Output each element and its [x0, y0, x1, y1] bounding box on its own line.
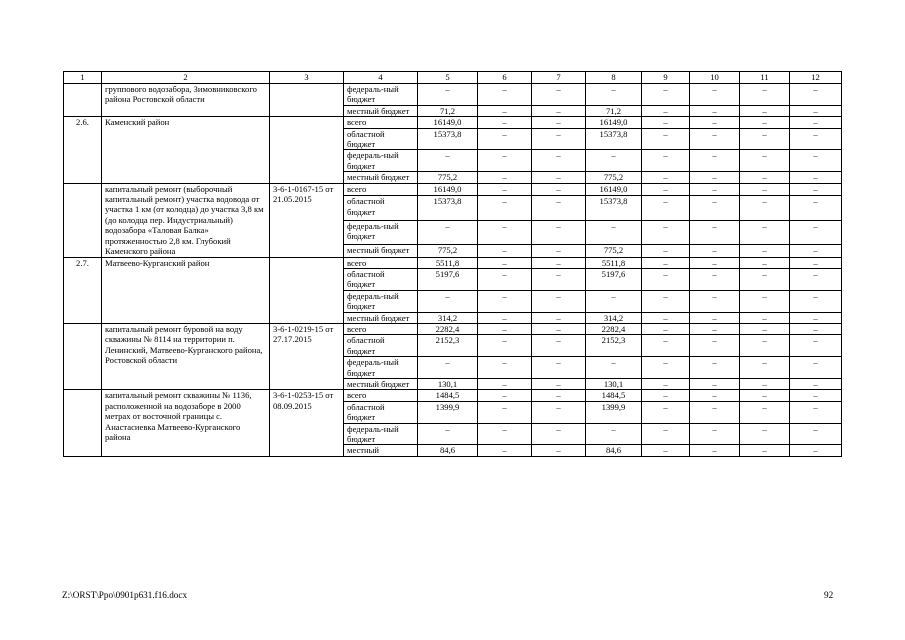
value-cell-col-10: – — [690, 390, 740, 401]
value-cell-col-11: – — [740, 268, 790, 290]
value-cell-col-5: 16149,0 — [418, 117, 478, 128]
funding-source-cell: областной бюджет — [344, 268, 418, 290]
column-header-11: 11 — [740, 72, 790, 84]
funding-source-cell: всего — [344, 183, 418, 196]
value-cell-col-5: 5511,8 — [418, 257, 478, 268]
table-row — [64, 183, 842, 196]
value-cell-col-8: 15373,8 — [586, 196, 642, 220]
value-cell-col-7: – — [532, 105, 586, 116]
value-cell-col-9: – — [642, 390, 690, 401]
value-cell-col-12: – — [790, 268, 842, 290]
value-cell-col-11: – — [740, 128, 790, 150]
value-cell-col-6: – — [478, 172, 532, 183]
value-cell-col-8: 314,2 — [586, 312, 642, 323]
value-cell-col-11: – — [740, 323, 790, 334]
value-cell-col-6: – — [478, 105, 532, 116]
value-cell-col-6: – — [478, 423, 532, 445]
value-cell-col-7: – — [532, 401, 586, 423]
funding-source-cell: всего — [344, 257, 418, 268]
table-row — [64, 257, 842, 268]
value-cell-col-7: – — [532, 445, 586, 456]
value-cell-col-7: – — [532, 244, 586, 257]
value-cell-col-6: – — [478, 117, 532, 128]
value-cell-col-9: – — [642, 84, 690, 106]
value-cell-col-7: – — [532, 390, 586, 401]
column-header-6: 6 — [478, 72, 532, 84]
value-cell-col-9: – — [642, 357, 690, 379]
value-cell-col-8: 16149,0 — [586, 117, 642, 128]
value-cell-col-6: – — [478, 290, 532, 312]
value-cell-col-12: – — [790, 196, 842, 220]
value-cell-col-10: – — [690, 423, 740, 445]
document-ref-cell — [270, 257, 344, 323]
value-cell-col-7: – — [532, 357, 586, 379]
value-cell-col-12: – — [790, 357, 842, 379]
value-cell-col-6: – — [478, 150, 532, 172]
value-cell-col-12: – — [790, 290, 842, 312]
value-cell-col-9: – — [642, 196, 690, 220]
value-cell-col-8: 775,2 — [586, 172, 642, 183]
value-cell-col-7: – — [532, 150, 586, 172]
value-cell-col-5: 130,1 — [418, 378, 478, 389]
value-cell-col-12: – — [790, 257, 842, 268]
value-cell-col-8: – — [586, 290, 642, 312]
value-cell-col-8: 5197,6 — [586, 268, 642, 290]
value-cell-col-11: – — [740, 244, 790, 257]
value-cell-col-5: 775,2 — [418, 244, 478, 257]
column-header-12: 12 — [790, 72, 842, 84]
value-cell-col-11: – — [740, 312, 790, 323]
funding-source-cell: федераль-ный бюджет — [344, 220, 418, 244]
row-number-cell — [64, 183, 102, 257]
value-cell-col-8: 16149,0 — [586, 183, 642, 196]
value-cell-col-12: – — [790, 128, 842, 150]
value-cell-col-11: – — [740, 105, 790, 116]
value-cell-col-6: – — [478, 244, 532, 257]
value-cell-col-10: – — [690, 323, 740, 334]
value-cell-col-12: – — [790, 378, 842, 389]
table-header-row — [64, 72, 842, 84]
value-cell-col-10: – — [690, 257, 740, 268]
value-cell-col-8: 2282,4 — [586, 323, 642, 334]
funding-source-cell: местный бюджет — [344, 378, 418, 389]
value-cell-col-9: – — [642, 257, 690, 268]
value-cell-col-10: – — [690, 196, 740, 220]
value-cell-col-5: 775,2 — [418, 172, 478, 183]
value-cell-col-6: – — [478, 445, 532, 456]
column-header-1: 1 — [64, 72, 102, 84]
value-cell-col-9: – — [642, 323, 690, 334]
value-cell-col-11: – — [740, 172, 790, 183]
value-cell-col-6: – — [478, 401, 532, 423]
value-cell-col-12: – — [790, 244, 842, 257]
value-cell-col-6: – — [478, 84, 532, 106]
value-cell-col-9: – — [642, 220, 690, 244]
description-cell: Каменский район — [102, 117, 270, 183]
value-cell-col-6: – — [478, 196, 532, 220]
value-cell-col-10: – — [690, 312, 740, 323]
value-cell-col-12: – — [790, 117, 842, 128]
value-cell-col-7: – — [532, 335, 586, 357]
value-cell-col-5: – — [418, 220, 478, 244]
value-cell-col-10: – — [690, 128, 740, 150]
value-cell-col-8: – — [586, 220, 642, 244]
value-cell-col-12: – — [790, 323, 842, 334]
value-cell-col-5: – — [418, 357, 478, 379]
value-cell-col-6: – — [478, 257, 532, 268]
value-cell-col-5: 1399,9 — [418, 401, 478, 423]
funding-source-cell: местный бюджет — [344, 172, 418, 183]
value-cell-col-6: – — [478, 378, 532, 389]
value-cell-col-12: – — [790, 105, 842, 116]
value-cell-col-7: – — [532, 312, 586, 323]
value-cell-col-7: – — [532, 257, 586, 268]
value-cell-col-7: – — [532, 378, 586, 389]
description-cell: группового водозабора, Зимовниковского района Ростовской области — [102, 84, 270, 117]
column-header-7: 7 — [532, 72, 586, 84]
value-cell-col-10: – — [690, 335, 740, 357]
value-cell-col-12: – — [790, 183, 842, 196]
funding-source-cell: федераль-ный бюджет — [344, 150, 418, 172]
value-cell-col-5: 1484,5 — [418, 390, 478, 401]
value-cell-col-7: – — [532, 423, 586, 445]
value-cell-col-11: – — [740, 423, 790, 445]
value-cell-col-10: – — [690, 183, 740, 196]
funding-source-cell: областной бюджет — [344, 335, 418, 357]
budget-table — [63, 71, 842, 457]
value-cell-col-11: – — [740, 378, 790, 389]
value-cell-col-10: – — [690, 445, 740, 456]
value-cell-col-7: – — [532, 323, 586, 334]
column-header-8: 8 — [586, 72, 642, 84]
value-cell-col-7: – — [532, 183, 586, 196]
value-cell-col-11: – — [740, 84, 790, 106]
value-cell-col-10: – — [690, 220, 740, 244]
value-cell-col-7: – — [532, 117, 586, 128]
value-cell-col-7: – — [532, 128, 586, 150]
value-cell-col-10: – — [690, 268, 740, 290]
document-ref-cell — [270, 117, 344, 183]
row-number-cell: 2.7. — [64, 257, 102, 323]
table-row — [64, 117, 842, 128]
description-cell: капитальный ремонт скважины № 1136, расположенной на водозаборе в 2000 метрах от восточной границы с. Анастасиевка Матвеево-Курганского района — [102, 390, 270, 456]
value-cell-col-12: – — [790, 312, 842, 323]
value-cell-col-10: – — [690, 378, 740, 389]
funding-source-cell: всего — [344, 117, 418, 128]
value-cell-col-6: – — [478, 268, 532, 290]
value-cell-col-5: 2152,3 — [418, 335, 478, 357]
column-header-9: 9 — [642, 72, 690, 84]
value-cell-col-11: – — [740, 150, 790, 172]
value-cell-col-9: – — [642, 268, 690, 290]
value-cell-col-6: – — [478, 312, 532, 323]
funding-source-cell: федераль-ный бюджет — [344, 357, 418, 379]
value-cell-col-9: – — [642, 423, 690, 445]
funding-source-cell: областной бюджет — [344, 401, 418, 423]
funding-source-cell: местный — [344, 445, 418, 456]
value-cell-col-6: – — [478, 357, 532, 379]
value-cell-col-9: – — [642, 445, 690, 456]
document-ref-cell: 3-6-1-0167-15 от 21.05.2015 — [270, 183, 344, 257]
value-cell-col-10: – — [690, 150, 740, 172]
value-cell-col-9: – — [642, 105, 690, 116]
value-cell-col-5: 84,6 — [418, 445, 478, 456]
value-cell-col-9: – — [642, 312, 690, 323]
funding-source-cell: федераль-ный бюджет — [344, 423, 418, 445]
value-cell-col-11: – — [740, 357, 790, 379]
value-cell-col-9: – — [642, 244, 690, 257]
row-number-cell — [64, 84, 102, 117]
value-cell-col-11: – — [740, 390, 790, 401]
value-cell-col-7: – — [532, 268, 586, 290]
value-cell-col-11: – — [740, 401, 790, 423]
value-cell-col-9: – — [642, 183, 690, 196]
value-cell-col-5: 5197,6 — [418, 268, 478, 290]
value-cell-col-9: – — [642, 128, 690, 150]
value-cell-col-6: – — [478, 220, 532, 244]
description-cell: капитальный ремонт (выборочный капитальный ремонт) участка водовода от участка 1 км (от колодца) до участка 3,8 км (до колодца пер. Индустриальный) водозабора «Таловая Балка» протяженностью 2,8 км. Глубокий Каменского района — [102, 183, 270, 257]
column-header-2: 2 — [102, 72, 270, 84]
table-row — [64, 84, 842, 106]
description-cell: капитальный ремонт буровой на воду скважины № 8114 на территории п. Ленинский, Матвеево-Курганского района, Ростовской области — [102, 323, 270, 389]
value-cell-col-7: – — [532, 84, 586, 106]
funding-source-cell: местный бюджет — [344, 244, 418, 257]
value-cell-col-7: – — [532, 196, 586, 220]
table-row — [64, 323, 842, 334]
value-cell-col-5: 15373,8 — [418, 128, 478, 150]
footer-page-number: 92 — [824, 590, 834, 600]
funding-source-cell: областной бюджет — [344, 196, 418, 220]
value-cell-col-8: 1484,5 — [586, 390, 642, 401]
value-cell-col-7: – — [532, 290, 586, 312]
value-cell-col-10: – — [690, 117, 740, 128]
funding-source-cell: областной бюджет — [344, 128, 418, 150]
value-cell-col-10: – — [690, 357, 740, 379]
funding-source-cell: федераль-ный бюджет — [344, 290, 418, 312]
document-ref-cell: 3-6-1-0219-15 от 27.17.2015 — [270, 323, 344, 389]
value-cell-col-12: – — [790, 445, 842, 456]
value-cell-col-5: 71,2 — [418, 105, 478, 116]
value-cell-col-5: – — [418, 84, 478, 106]
value-cell-col-10: – — [690, 105, 740, 116]
value-cell-col-11: – — [740, 117, 790, 128]
value-cell-col-9: – — [642, 290, 690, 312]
value-cell-col-9: – — [642, 117, 690, 128]
value-cell-col-6: – — [478, 128, 532, 150]
value-cell-col-10: – — [690, 290, 740, 312]
value-cell-col-12: – — [790, 423, 842, 445]
column-header-3: 3 — [270, 72, 344, 84]
value-cell-col-5: 15373,8 — [418, 196, 478, 220]
value-cell-col-8: – — [586, 423, 642, 445]
value-cell-col-11: – — [740, 220, 790, 244]
value-cell-col-8: 15373,8 — [586, 128, 642, 150]
value-cell-col-11: – — [740, 445, 790, 456]
value-cell-col-11: – — [740, 196, 790, 220]
column-header-10: 10 — [690, 72, 740, 84]
value-cell-col-8: – — [586, 150, 642, 172]
value-cell-col-9: – — [642, 401, 690, 423]
value-cell-col-6: – — [478, 183, 532, 196]
document-ref-cell — [270, 84, 344, 117]
table-body — [64, 84, 842, 457]
value-cell-col-10: – — [690, 84, 740, 106]
column-header-4: 4 — [344, 72, 418, 84]
value-cell-col-8: 130,1 — [586, 378, 642, 389]
value-cell-col-6: – — [478, 390, 532, 401]
value-cell-col-6: – — [478, 335, 532, 357]
value-cell-col-10: – — [690, 401, 740, 423]
table-row — [64, 390, 842, 401]
funding-source-cell: федераль-ный бюджет — [344, 84, 418, 106]
value-cell-col-12: – — [790, 335, 842, 357]
value-cell-col-8: 5511,8 — [586, 257, 642, 268]
value-cell-col-12: – — [790, 390, 842, 401]
document-ref-cell: 3-6-1-0253-15 от 08.09.2015 — [270, 390, 344, 456]
footer-file-path: Z:\ORST\Ppo\0901p631.f16.docx — [62, 590, 188, 600]
row-number-cell: 2.6. — [64, 117, 102, 183]
row-number-cell — [64, 390, 102, 456]
value-cell-col-8: 84,6 — [586, 445, 642, 456]
value-cell-col-10: – — [690, 244, 740, 257]
funding-source-cell: местный бюджет — [344, 312, 418, 323]
description-cell: Матвеево-Курганский район — [102, 257, 270, 323]
value-cell-col-8: 71,2 — [586, 105, 642, 116]
value-cell-col-9: – — [642, 378, 690, 389]
value-cell-col-7: – — [532, 220, 586, 244]
value-cell-col-5: 2282,4 — [418, 323, 478, 334]
row-number-cell — [64, 323, 102, 389]
value-cell-col-7: – — [532, 172, 586, 183]
value-cell-col-8: 2152,3 — [586, 335, 642, 357]
value-cell-col-8: 775,2 — [586, 244, 642, 257]
funding-source-cell: всего — [344, 323, 418, 334]
value-cell-col-12: – — [790, 84, 842, 106]
value-cell-col-5: – — [418, 150, 478, 172]
funding-source-cell: местный бюджет — [344, 105, 418, 116]
value-cell-col-12: – — [790, 172, 842, 183]
column-header-5: 5 — [418, 72, 478, 84]
value-cell-col-9: – — [642, 150, 690, 172]
value-cell-col-11: – — [740, 335, 790, 357]
value-cell-col-8: – — [586, 84, 642, 106]
value-cell-col-12: – — [790, 220, 842, 244]
value-cell-col-5: – — [418, 290, 478, 312]
value-cell-col-5: 16149,0 — [418, 183, 478, 196]
value-cell-col-12: – — [790, 150, 842, 172]
value-cell-col-9: – — [642, 335, 690, 357]
funding-source-cell: всего — [344, 390, 418, 401]
value-cell-col-9: – — [642, 172, 690, 183]
value-cell-col-10: – — [690, 172, 740, 183]
value-cell-col-8: 1399,9 — [586, 401, 642, 423]
value-cell-col-5: 314,2 — [418, 312, 478, 323]
value-cell-col-12: – — [790, 401, 842, 423]
value-cell-col-11: – — [740, 257, 790, 268]
value-cell-col-11: – — [740, 290, 790, 312]
value-cell-col-11: – — [740, 183, 790, 196]
value-cell-col-5: – — [418, 423, 478, 445]
value-cell-col-6: – — [478, 323, 532, 334]
value-cell-col-8: – — [586, 357, 642, 379]
